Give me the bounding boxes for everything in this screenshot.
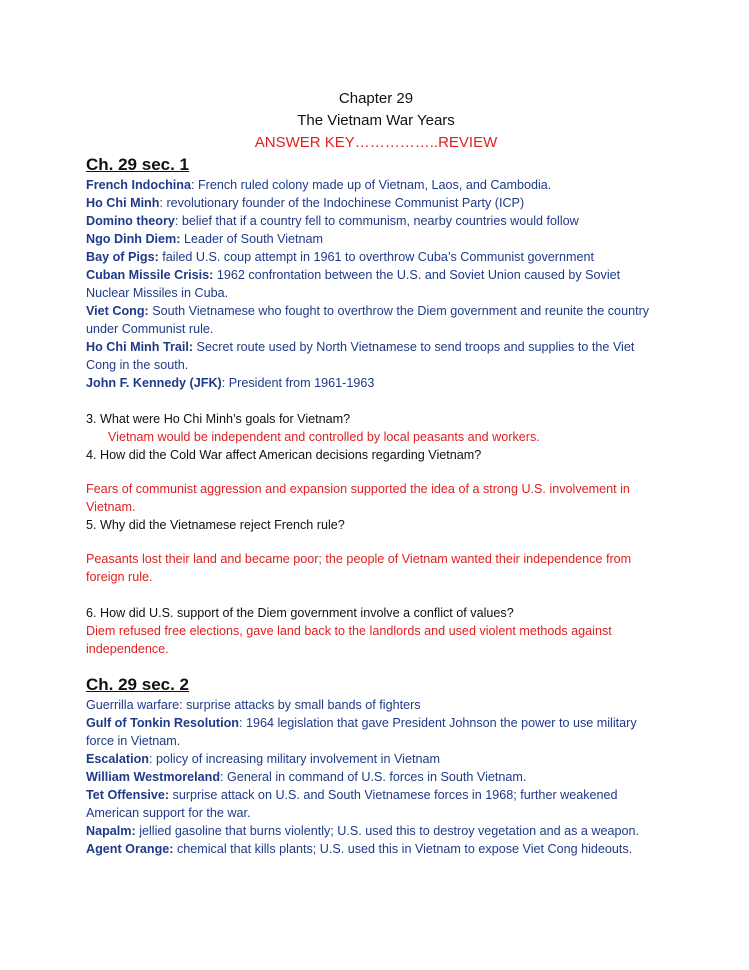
question-4: 4. How did the Cold War affect American decisions regarding Vietnam? xyxy=(86,448,482,462)
question-5: 5. Why did the Vietnamese reject French rule? xyxy=(86,518,345,532)
term-viet-cong: Viet Cong: South Vietnamese who fought to overthrow the Diem government and reunite the country under Communist rule. xyxy=(86,304,650,336)
term-william-westmoreland: William Westmoreland: General in command of U.S. forces in South Vietnam. xyxy=(86,770,527,784)
section-2-heading: Ch. 29 sec. 2 xyxy=(86,675,190,694)
answer-key-subtitle: ANSWER KEY……………..REVIEW xyxy=(254,134,498,151)
question-3: 3. What were Ho Chi Minh’s goals for Vietnam? xyxy=(86,412,351,426)
term-escalation: Escalation: policy of increasing military involvement in Vietnam xyxy=(86,752,440,766)
term-french-indochina: French Indochina: French ruled colony made up of Vietnam, Laos, and Cambodia. xyxy=(86,178,552,192)
term-bay-of-pigs: Bay of Pigs: failed U.S. coup attempt in 1961 to overthrow Cuba’s Communist government xyxy=(86,250,594,264)
term-tet-offensive: Tet Offensive: surprise attack on U.S. and South Vietnamese forces in 1968; further weakened American support for the war. xyxy=(86,788,618,820)
chapter-number: Chapter 29 xyxy=(338,90,414,107)
term-agent-orange: Agent Orange: chemical that kills plants; U.S. used this in Vietnam to expose Viet Cong hideouts. xyxy=(86,842,633,856)
answer-6: Diem refused free elections, gave land back to the landlords and used violent methods against independence. xyxy=(86,624,612,656)
term-ho-chi-minh: Ho Chi Minh: revolutionary founder of the Indochinese Communist Party (ICP) xyxy=(86,196,525,210)
answer-3: Vietnam would be independent and controlled by local peasants and workers. xyxy=(108,430,540,444)
document-page xyxy=(86,88,666,858)
term-ho-chi-minh-trail: Ho Chi Minh Trail: Secret route used by North Vietnamese to send troops and supplies to the Viet Cong in the south. xyxy=(86,340,635,372)
chapter-title: The Vietnam War Years xyxy=(297,112,455,129)
section-1-heading: Ch. 29 sec. 1 xyxy=(86,155,190,174)
term-cuban-missile-crisis: Cuban Missile Crisis: 1962 confrontation between the U.S. and Soviet Union caused by Soviet Nuclear Missiles in Cuba. xyxy=(86,268,621,300)
term-napalm: Napalm: jellied gasoline that burns violently; U.S. used this to destroy vegetation and as a weapon. xyxy=(86,824,640,838)
term-gulf-of-tonkin: Gulf of Tonkin Resolution: 1964 legislation that gave President Johnson the power to use military force in Vietnam. xyxy=(86,716,637,748)
answer-5: Peasants lost their land and became poor; the people of Vietnam wanted their independence from foreign rule. xyxy=(86,552,632,584)
question-6: 6. How did U.S. support of the Diem government involve a conflict of values? xyxy=(86,606,514,620)
term-domino-theory: Domino theory: belief that if a country fell to communism, nearby countries would follow xyxy=(86,214,579,228)
term-ngo-dinh-diem: Ngo Dinh Diem: Leader of South Vietnam xyxy=(86,232,324,246)
term-jfk: John F. Kennedy (JFK): President from 1961-1963 xyxy=(86,376,375,390)
answer-4: Fears of communist aggression and expansion supported the idea of a strong U.S. involvement in Vietnam. xyxy=(86,482,630,514)
term-guerrilla-warfare: Guerrilla warfare: surprise attacks by small bands of fighters xyxy=(86,698,421,712)
